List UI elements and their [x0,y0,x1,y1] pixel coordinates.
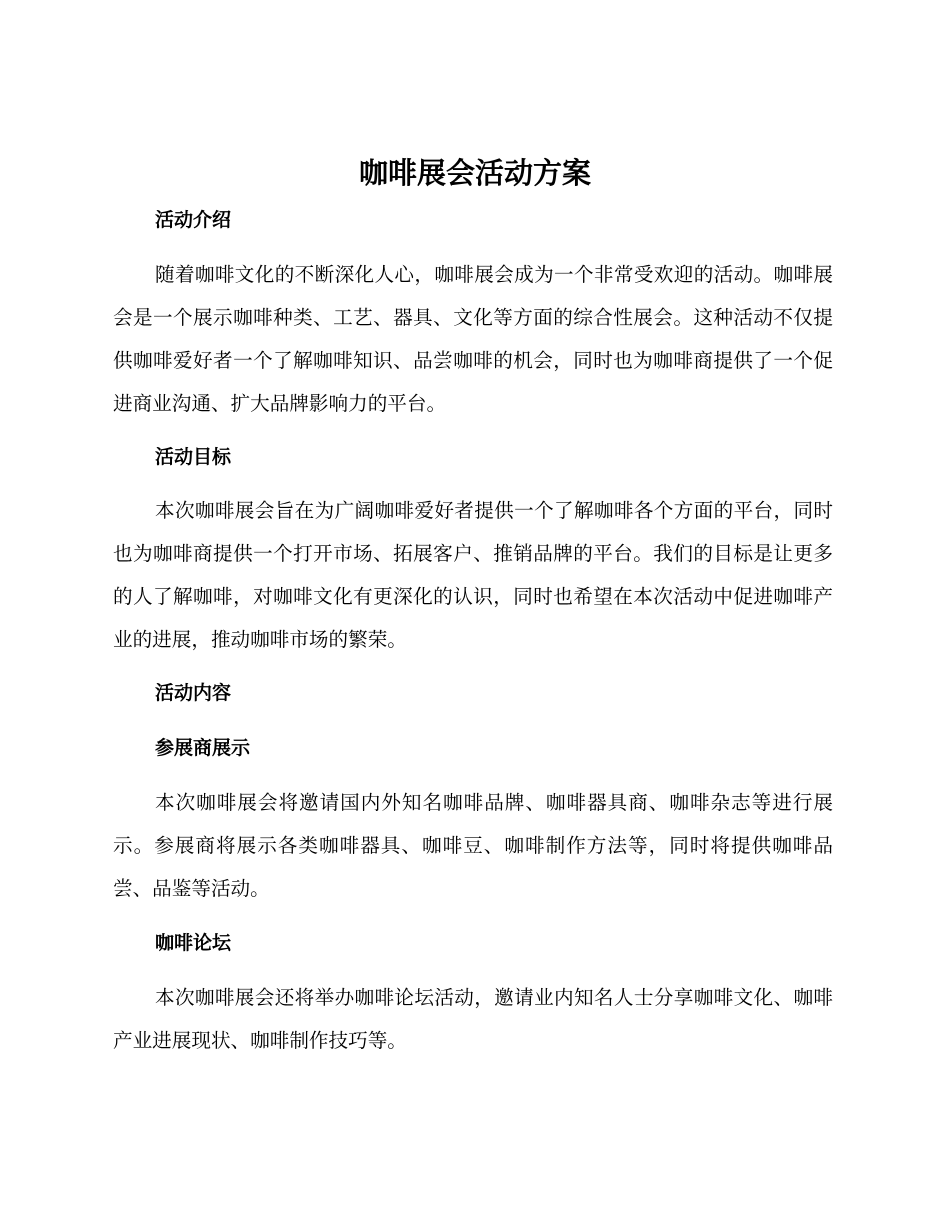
section-paragraph-forum: 本次咖啡展会还将举办咖啡论坛活动，邀请业内知名人士分享咖啡文化、咖啡产业进展现状、咖啡制作技巧等。 [113,986,833,1052]
section-heading-content: 活动内容 [155,682,232,704]
section-heading-forum: 咖啡论坛 [155,932,232,954]
section-paragraph-exhibitors: 本次咖啡展会将邀请国内外知名咖啡品牌、咖啡器具商、咖啡杂志等进行展示。参展商将展示各类咖啡器具、咖啡豆、咖啡制作方法等，同时将提供咖啡品尝、品鉴等活动。 [113,791,833,900]
section-heading-goals: 活动目标 [155,446,232,468]
section-paragraph-goals: 本次咖啡展会旨在为广阔咖啡爱好者提供一个了解咖啡各个方面的平台，同时也为咖啡商提供一个打开市场、拓展客户、推销品牌的平台。我们的目标是让更多的人了解咖啡，对咖啡文化有更深化的认识，同时也希望在本次活动中促进咖啡产业的进展，推动咖啡市场的繁荣。 [113,499,833,651]
section-heading-exhibitors: 参展商展示 [155,737,251,759]
section-heading-intro: 活动介绍 [155,209,232,231]
document-title: 咖啡展会活动方案 [358,156,591,190]
section-paragraph-intro: 随着咖啡文化的不断深化人心，咖啡展会成为一个非常受欢迎的活动。咖啡展会是一个展示咖啡种类、工艺、器具、文化等方面的综合性展会。这种活动不仅提供咖啡爱好者一个了解咖啡知识、品尝咖啡的机会，同时也为咖啡商提供了一个促进商业沟通、扩大品牌影响力的平台。 [113,263,833,415]
